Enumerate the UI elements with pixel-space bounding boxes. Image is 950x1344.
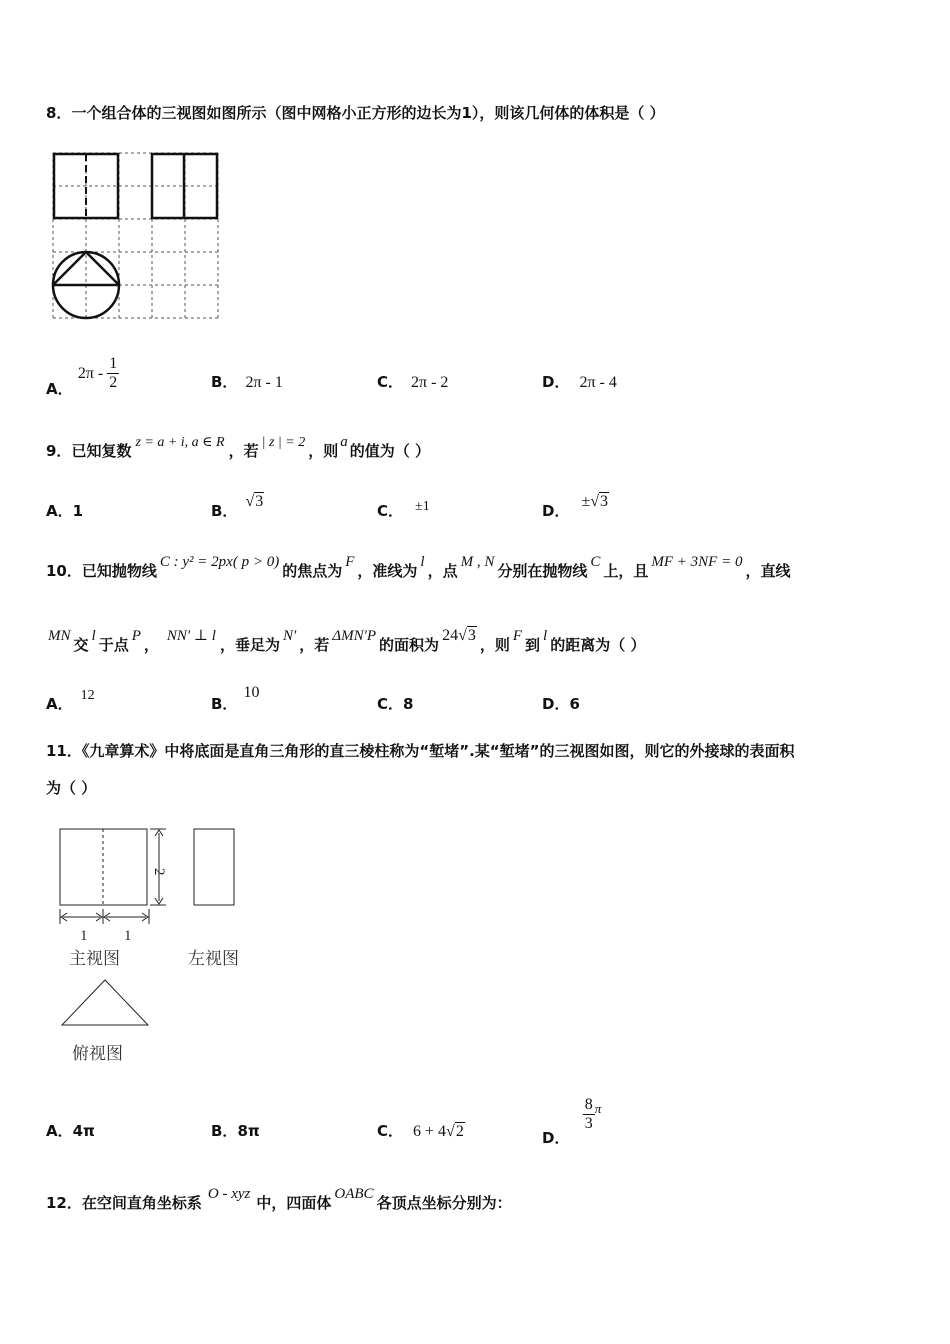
top-view-label: 俯视图 — [72, 1044, 123, 1064]
question-8-stem — [46, 102, 665, 123]
question-9-number: 9． — [46, 442, 72, 460]
fraction-numerator: 1 — [109, 355, 118, 372]
q9-text-2: ，若 — [228, 442, 259, 460]
option-a-fraction — [107, 355, 119, 392]
option-a-label: A． — [46, 502, 73, 520]
q10-math-directrix: l — [420, 554, 425, 570]
front-view-label: 主视图 — [69, 949, 120, 969]
question-11-text-2: 为（ ） — [46, 779, 97, 797]
q10-math-perp: NN′ ⊥ l — [166, 628, 216, 644]
option-b-value: 2π - 1 — [245, 374, 283, 391]
q10-math-l: l — [91, 628, 96, 644]
q9-text-1: 已知复数 — [71, 442, 132, 460]
q10-text-4: ，点 — [427, 562, 458, 580]
q10-math-c: C — [590, 554, 601, 570]
q10-text-3: ，准线为 — [357, 562, 418, 580]
q10-math-p: P — [131, 628, 141, 644]
option-d-value: 2π - 4 — [579, 374, 617, 391]
q12-math-tetrahedron: OABC — [334, 1186, 374, 1202]
question-12-stem — [46, 1186, 512, 1213]
q10-math-mn: MN — [48, 628, 71, 644]
fraction-denominator: 2 — [109, 374, 118, 391]
q10-math-points: M , N — [460, 554, 495, 570]
fraction-denominator: 3 — [584, 1115, 593, 1132]
area-coefficient: 24 — [442, 627, 459, 644]
q10-text-l2-4: ，垂足为 — [219, 636, 280, 654]
option-c-label: C． — [377, 502, 404, 520]
q12-math-coordinate-system: O - xyz — [207, 1186, 251, 1202]
q10-math-triangle: ΔMN′P — [332, 628, 377, 644]
q9-math-modulus: | z | = 2 — [261, 435, 306, 450]
q12-text-2: 中，四面体 — [256, 1194, 332, 1212]
option-c-value: ±1 — [415, 499, 430, 514]
expression-prefix: 6 + 4 — [413, 1123, 447, 1140]
question-8-option-b[interactable] — [211, 371, 283, 392]
option-b-sqrt: √3 — [245, 493, 264, 510]
option-d-label: D． — [542, 1129, 570, 1147]
radicand: 3 — [255, 493, 264, 510]
option-c-label: C． — [377, 1122, 404, 1140]
option-d-label: D． — [542, 695, 570, 713]
question-9-option-a[interactable] — [46, 500, 83, 521]
option-b-value: 10 — [243, 684, 260, 701]
plus-minus: ± — [581, 493, 591, 510]
option-a-value: 1 — [72, 502, 84, 520]
question-9-stem — [46, 434, 430, 461]
question-10-option-d[interactable] — [542, 693, 580, 714]
q10-math-focus: F — [345, 554, 355, 570]
option-b-label: B． — [211, 502, 238, 520]
question-8-option-a[interactable] — [46, 349, 119, 398]
option-d-label: D． — [542, 373, 570, 391]
option-c-expression: 6 + 4√2 — [413, 1123, 464, 1140]
q10-text-l2-2: 于点 — [98, 636, 129, 654]
q10-math-vector: MF + 3NF = 0 — [651, 554, 743, 570]
question-11-option-c[interactable] — [377, 1120, 465, 1141]
dimension-width-label-2: 1 — [124, 928, 132, 944]
question-8-option-d[interactable] — [542, 371, 617, 392]
question-11-option-b[interactable] — [211, 1120, 260, 1141]
dimension-width-label-1: 1 — [80, 928, 88, 944]
question-11-number: 11． — [46, 742, 82, 760]
question-11-text: 《九章算术》中将底面是直角三角形的直三棱柱称为“堑堵”.某“堑堵”的三视图如图，则它的外接球的表面积 — [81, 742, 795, 760]
question-11-option-a[interactable] — [46, 1120, 95, 1141]
q9-text-3: ，则 — [308, 442, 339, 460]
question-11-line-2 — [46, 777, 96, 798]
q10-text-l2-6: 的面积为 — [379, 636, 440, 654]
q10-text-7: ，直线 — [745, 562, 791, 580]
option-c-value: 2π - 2 — [411, 374, 449, 391]
option-c-label: C． — [377, 695, 404, 713]
option-a-value: 4π — [72, 1122, 95, 1140]
q12-text-1: 在空间直角坐标系 — [81, 1194, 202, 1212]
dimension-height-label: 2 — [151, 868, 167, 876]
q9-math-z-def: z = a + i, a ∈ R — [135, 435, 225, 450]
question-12-number: 12． — [46, 1194, 82, 1212]
question-10-number: 10． — [46, 562, 82, 580]
q10-math-l-2: l — [543, 628, 548, 644]
option-d-value: 6 — [569, 695, 580, 713]
q10-math-f: F — [512, 628, 523, 644]
q10-text-1: 已知抛物线 — [81, 562, 157, 580]
q10-text-l2-5: ，若 — [299, 636, 330, 654]
q10-math-area: 24√3 — [442, 627, 476, 644]
question-8-option-c[interactable] — [377, 371, 448, 392]
fraction-numerator: 8 — [584, 1096, 593, 1113]
q10-text-5: 分别在抛物线 — [497, 562, 588, 580]
question-8-number: 8． — [46, 104, 72, 122]
q10-math-n-prime: N′ — [282, 628, 297, 644]
option-b-label: B． — [211, 373, 238, 391]
q10-text-6: 上，且 — [603, 562, 649, 580]
question-10-option-b[interactable] — [211, 684, 260, 714]
question-10-option-a[interactable] — [46, 688, 95, 714]
pi-symbol: π — [594, 1101, 602, 1116]
question-10-line-1 — [46, 554, 791, 581]
option-d-fraction — [583, 1096, 595, 1133]
question-11-line-1 — [46, 740, 795, 761]
option-d-expression: ±√3 — [581, 493, 609, 510]
q12-text-3: 各顶点坐标分别为： — [376, 1194, 512, 1212]
q10-text-l2-8: 到 — [525, 636, 541, 654]
option-a-label: A． — [46, 380, 73, 398]
option-a-label: A． — [46, 1122, 73, 1140]
radicand: 3 — [467, 627, 476, 644]
option-b-value: 8π — [237, 1122, 260, 1140]
q10-math-parabola: C : y² = 2px( p > 0) — [159, 554, 280, 570]
question-8-three-view-figure — [50, 150, 222, 322]
question-9-option-c[interactable] — [377, 500, 430, 521]
option-a-value: 12 — [80, 688, 95, 703]
option-b-label: B． — [211, 1122, 238, 1140]
question-8-text: 一个组合体的三视图如图所示（图中网格小正方形的边长为1），则该几何体的体积是（ ） — [71, 104, 665, 122]
radicand: 3 — [600, 493, 609, 510]
q10-text-2: 的焦点为 — [282, 562, 343, 580]
question-11-three-view-figure — [52, 822, 262, 1072]
q10-text-l2-9: 的距离为（ ） — [550, 636, 646, 654]
left-view-label: 左视图 — [188, 949, 239, 969]
q10-text-l2-7: ，则 — [479, 636, 510, 654]
question-11-option-d[interactable] — [542, 1096, 602, 1147]
q9-math-a: a — [340, 434, 348, 450]
option-a-expression: 2π - — [77, 365, 108, 382]
option-c-value: 8 — [403, 695, 414, 713]
q10-text-l2-3: ， — [143, 636, 159, 654]
question-9-option-b[interactable] — [211, 493, 264, 521]
option-b-label: B． — [211, 695, 238, 713]
q10-text-l2-1: 交 — [73, 636, 89, 654]
question-9-option-d[interactable] — [542, 493, 609, 521]
q9-text-4: 的值为（ ） — [349, 442, 430, 460]
question-10-option-c[interactable] — [377, 693, 413, 714]
option-d-label: D． — [542, 502, 570, 520]
option-a-label: A． — [46, 695, 73, 713]
radicand: 2 — [455, 1123, 464, 1140]
option-c-label: C． — [377, 373, 404, 391]
question-10-line-2 — [48, 627, 646, 655]
